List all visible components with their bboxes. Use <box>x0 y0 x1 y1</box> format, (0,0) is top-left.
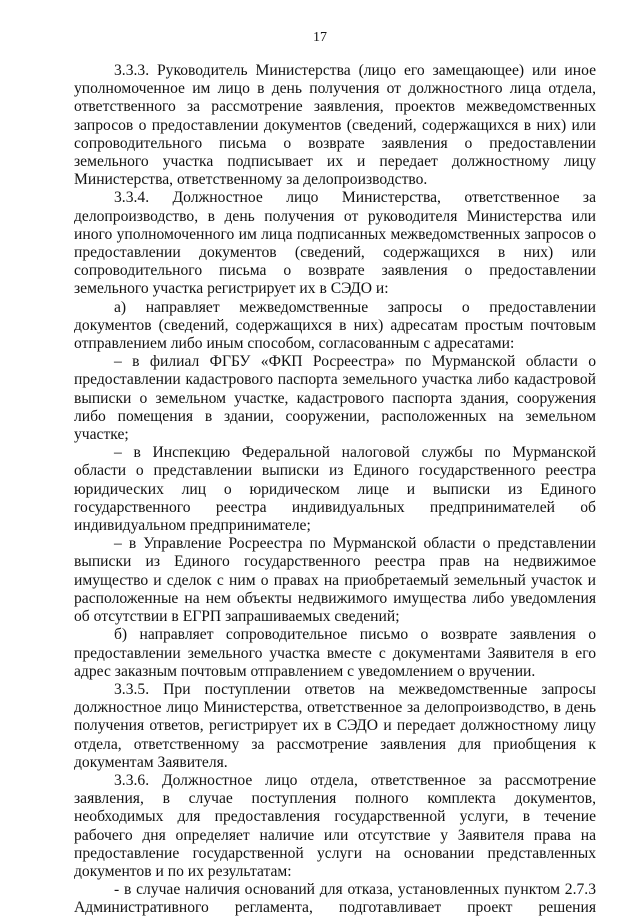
paragraph-3-3-6: 3.3.6. Должностное лицо отдела, ответственное за рассмотрение заявления, в случае поступления полного комплекта документов, необходимых для предоставления государственной услуги, в течение рабочего дня определяет наличие или отсутствие у Заявителя права на предоставление государственной услуги на основании представленных документов и по их результатам: <box>74 771 596 880</box>
paragraph-fkp-rosreestr: – в филиал ФГБУ «ФКП Росреестра» по Мурманской области о предоставлении кадастрового паспорта земельного участка либо кадастровой выписки о земельном участке, кадастрового паспорта здания, сооружения либо помещения в здании, сооружении, расположенных на земельном участке; <box>74 353 596 444</box>
paragraph-refusal-case: - в случае наличия оснований для отказа, установленных пунктом 2.7.3 Административного регламента, подготавливает проект решения <box>74 881 596 917</box>
paragraph-item-a: а) направляет межведомственные запросы о предоставлении документов (сведений, содержащихся в них) адресатам простым почтовым отправлением либо иным способом, согласованным с адресатами: <box>74 298 596 353</box>
paragraph-item-b: б) направляет сопроводительное письмо о возврате заявления о предоставлении земельного участка вместе с документами Заявителя в его адрес заказным почтовым отправлением с уведомлением о вручении. <box>74 626 596 680</box>
paragraph-3-3-4: 3.3.4. Должностное лицо Министерства, ответственное за делопроизводство, в день получения от руководителя Министерства или иного уполномоченного им лица подписанных межведомственных запросов о предоставлении документов (сведений, содержащихся в них) или сопроводительного письма о возврате заявления о предоставлении земельного участка регистрирует их в СЭДО и: <box>74 189 596 298</box>
document-body <box>74 62 596 918</box>
paragraph-3-3-5: 3.3.5. При поступлении ответов на межведомственные запросы должностное лицо Министерства, ответственное за делопроизводство, в день получения ответов, регистрирует их в СЭДО и передает должностному лицу отдела, ответственному за рассмотрение заявления для приобщения к документам Заявителя. <box>74 680 596 771</box>
paragraph-3-3-3: 3.3.3. Руководитель Министерства (лицо его замещающее) или иное уполномоченное им лицо в день получения от должностного лица отдела, ответственного за рассмотрение заявления, проектов межведомственных запросов о предоставлении документов (сведений, содержащихся в них) или сопроводительного письма о возврате заявления о предоставлении земельного участка подписывает их и передает должностному лицу Министерства, ответственному за делопроизводство. <box>74 62 596 189</box>
page-number: 17 <box>313 30 327 45</box>
paragraph-tax-inspection: – в Инспекцию Федеральной налоговой службы по Мурманской области о представлении выписки из Единого государственного реестра юридических лиц о юридическом лице и выписки из Единого государственного реестра индивидуальных предпринимателей об индивидуальном предпринимателе; <box>74 444 596 535</box>
paragraph-rosreestr-office: – в Управление Росреестра по Мурманской области о представлении выписки из Единого государственного реестра прав на недвижимое имущество и сделок с ним о правах на приобретаемый земельный участок и расположенные на нем объекты недвижимого имущества либо уведомления об отсутствии в ЕГРП запрашиваемых сведений; <box>74 535 596 626</box>
